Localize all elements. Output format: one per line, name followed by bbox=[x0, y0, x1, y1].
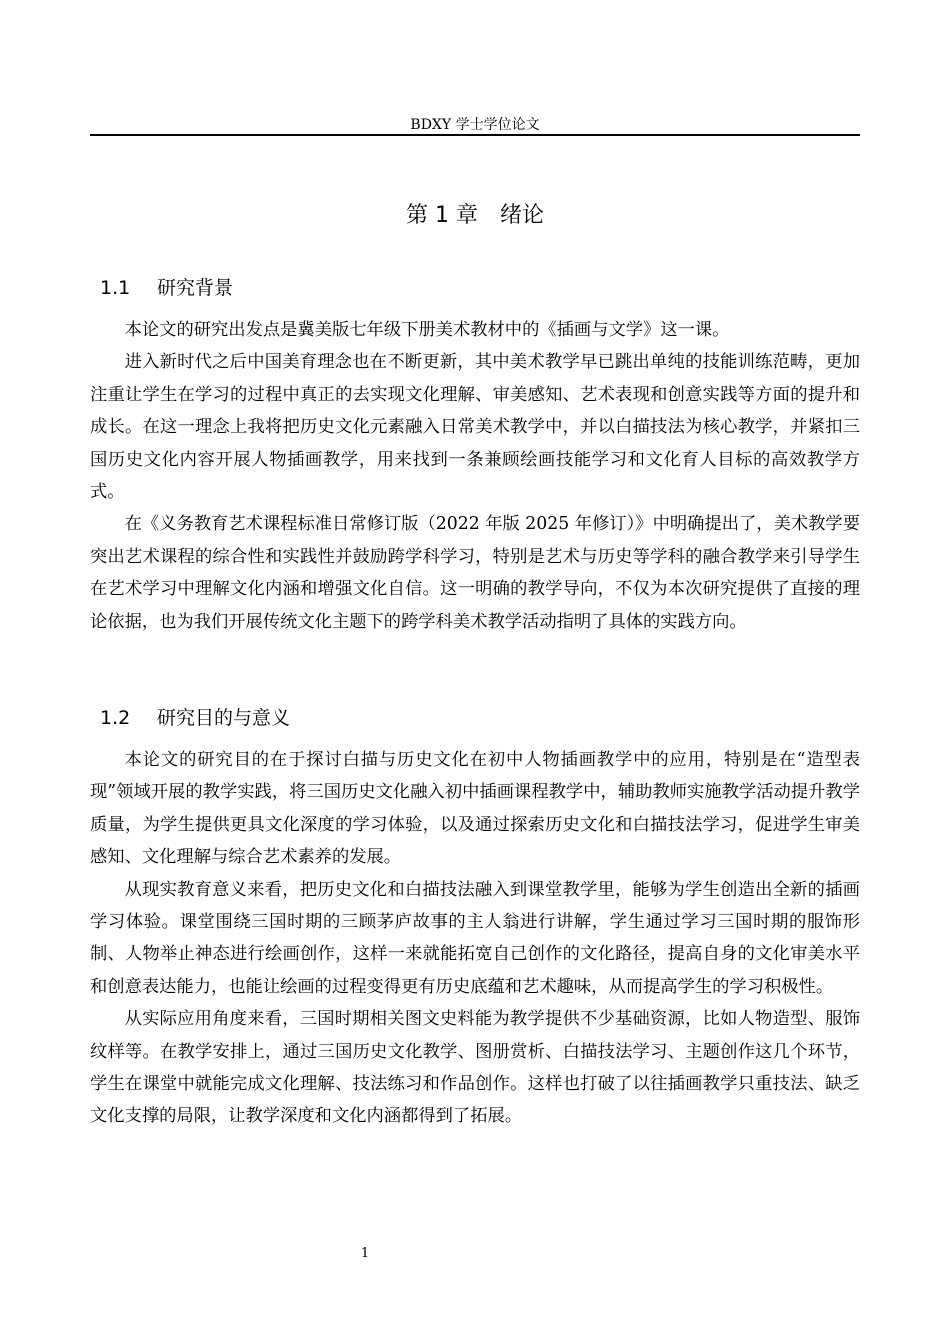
paragraph: 从现实教育意义来看，把历史文化和白描技法融入到课堂教学里，能够为学生创造出全新的插画学习体验。课堂围绕三国时期的三顾茅庐故事的主人翁进行讲解，学生通过学习三国时期的服饰形制、人物举止神态进行绘画创作，这样一来就能拓宽自己创作的文化路径，提高自身的文化审美水平和创意表达能力，也能让绘画的过程变得更有历史底蕴和艺术趣味，从而提高学生的学习积极性。 bbox=[90, 879, 860, 997]
paragraph: 本论文的研究出发点是冀美版七年级下册美术教材中的《插画与文学》这一课。 bbox=[124, 320, 730, 340]
section-number: 1.2 bbox=[100, 707, 131, 729]
paragraph: 从实际应用角度来看，三国时期相关图文史料能为教学提供不少基础资源，比如人物造型、服饰纹样等。在教学安排上，通过三国历史文化教学、图册赏析、白描技法学习、主题创作这几个环节，学生在课堂中就能完成文化理解、技法练习和作品创作。这样也打破了以往插画教学只重技法、缺乏文化支撑的局限，让教学深度和文化内涵都得到了拓展。 bbox=[90, 1009, 860, 1127]
section-heading-1-1 bbox=[100, 274, 233, 302]
section-body-1-2 bbox=[90, 744, 860, 1133]
section-number: 1.1 bbox=[100, 277, 131, 299]
paragraph: 本论文的研究目的在于探讨白描与历史文化在初中人物插画教学中的应用，特别是在“造型表现”领域开展的教学实践，将三国历史文化融入初中插画课程教学中，辅助教师实施教学活动提升教学质量，为学生提供更具文化深度的学习体验，以及通过探索历史文化和白描技法学习，促进学生审美感知、文化理解与综合艺术素养的发展。 bbox=[90, 750, 860, 868]
header-divider bbox=[90, 134, 860, 136]
section-title: 研究目的与意义 bbox=[157, 707, 291, 729]
section-title: 研究背景 bbox=[157, 277, 234, 299]
section-heading-1-2 bbox=[100, 704, 290, 732]
running-header: BDXY 学士学位论文 bbox=[410, 117, 540, 133]
paragraph: 在《义务教育艺术课程标准日常修订版（2022 年版 2025 年修订）》中明确提出了，美术教学要突出艺术课程的综合性和实践性并鼓励跨学科学习，特别是艺术与历史等学科的融合教学来引导学生在艺术学习中理解文化内涵和增强文化自信。这一明确的教学导向，不仅为本次研究提供了直接的理论依据，也为我们开展传统文化主题下的跨学科美术教学活动指明了具体的实践方向。 bbox=[90, 514, 860, 632]
section-body-1-1 bbox=[90, 314, 860, 638]
paragraph: 进入新时代之后中国美育理念也在不断更新，其中美术教学早已跳出单纯的技能训练范畴，更加注重让学生在学习的过程中真正的去实现文化理解、审美感知、艺术表现和创意实践等方面的提升和成长。在这一理念上我将把历史文化元素融入日常美术教学中，并以白描技法为核心教学，并紧扣三国历史文化内容开展人物插画教学，用来找到一条兼顾绘画技能学习和文化育人目标的高效教学方式。 bbox=[90, 352, 860, 503]
chapter-title: 第 1 章 绪论 bbox=[406, 203, 544, 228]
page-number: 1 bbox=[360, 1246, 370, 1261]
